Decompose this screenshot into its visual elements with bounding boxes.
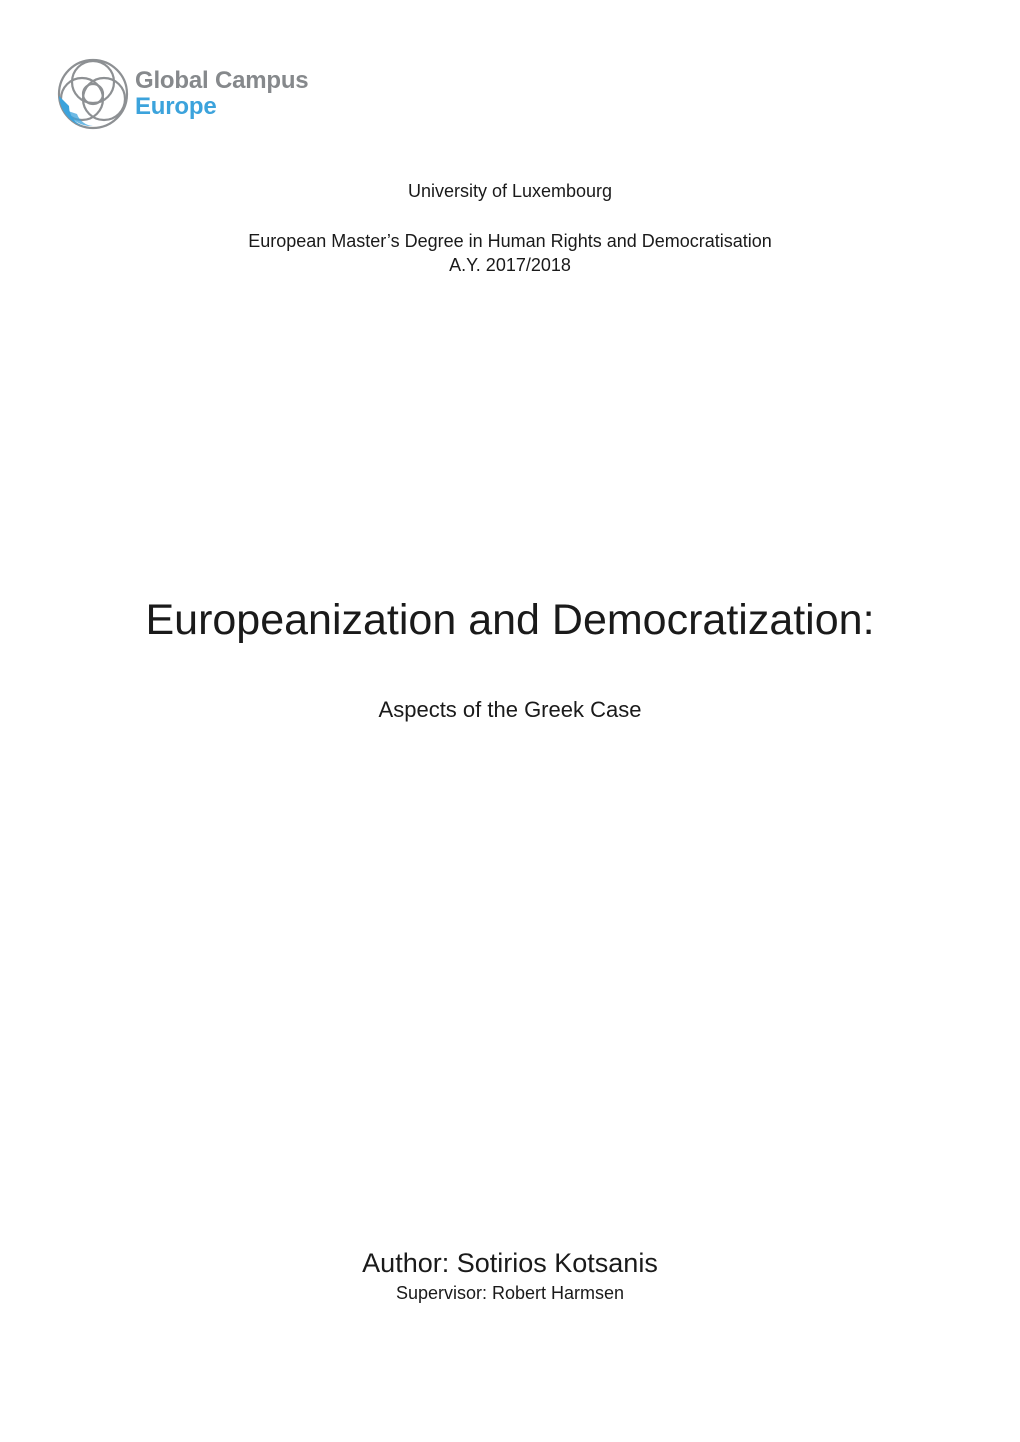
academic-year: A.Y. 2017/2018 — [449, 255, 571, 275]
author-name: Author: Sotirios Kotsanis — [362, 1248, 658, 1278]
thesis-title: Europeanization and Democratization: — [145, 596, 875, 644]
logo-wordmark-line1: Global Campus — [135, 67, 309, 94]
global-campus-swirl-icon — [55, 56, 131, 132]
supervisor-name: Supervisor: Robert Harmsen — [395, 1283, 625, 1303]
university-name: University of Luxembourg — [407, 181, 613, 201]
global-campus-logo — [55, 56, 315, 132]
thesis-subtitle: Aspects of the Greek Case — [378, 697, 642, 722]
programme-name: European Master’s Degree in Human Rights and Democratisation — [248, 231, 772, 251]
logo-wordmark-line2: Europe — [135, 93, 217, 120]
